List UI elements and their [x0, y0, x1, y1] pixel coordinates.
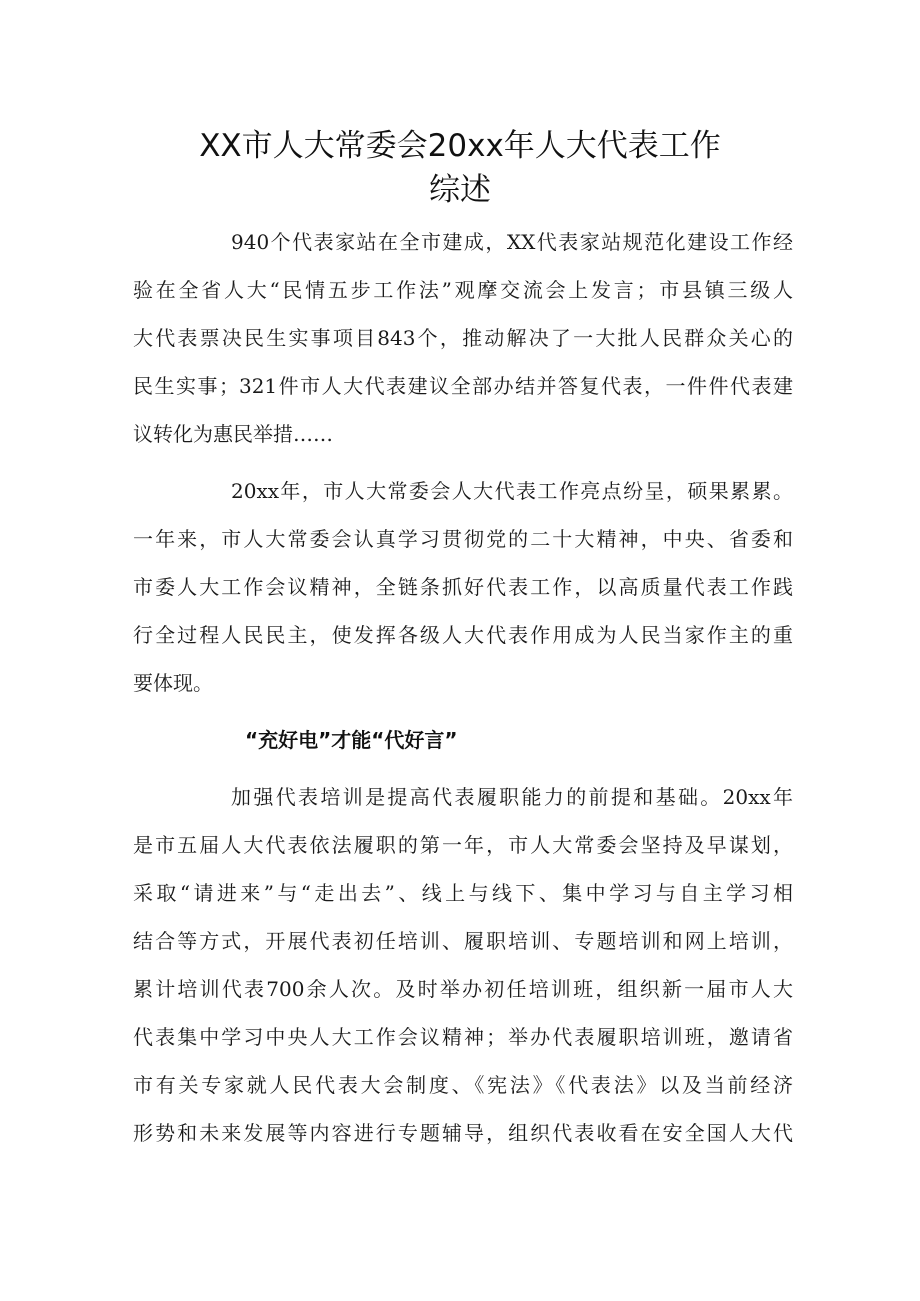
paragraph-2-line-1: 20xx年，市人大常委会人大代表工作亮点纷呈，硕果累累。	[231, 479, 793, 503]
paragraph-1-line-3: 大代表票决民生实事项目843个，推动解决了一大批人民群众关心的	[133, 326, 793, 350]
paragraph-3-line-1: 加强代表培训是提高代表履职能力的前提和基础。20xx年	[231, 785, 793, 809]
paragraph-2-line-2: 一年来，市人大常委会认真学习贯彻党的二十大精神，中央、省委和	[133, 527, 793, 551]
paragraph-2-line-4: 行全过程人民民主，使发挥各级人大代表作用成为人民当家作主的重	[133, 623, 793, 647]
paragraph-3-line-2: 是市五届人大代表依法履职的第一年，市人大常委会坚持及早谋划，	[133, 833, 793, 857]
document-title-line-1: XX市人大常委会20xx年人大代表工作	[199, 128, 721, 164]
paragraph-1-line-1: 940个代表家站在全市建成，XX代表家站规范化建设工作经	[231, 230, 793, 254]
document-title-line-2: 综述	[429, 172, 491, 208]
section-heading: “充好电”才能“代好言”	[245, 728, 458, 752]
paragraph-1-line-5: 议转化为惠民举措……	[133, 422, 333, 446]
paragraph-3-line-5: 累计培训代表700余人次。及时举办初任培训班，组织新一届市人大	[133, 977, 793, 1001]
paragraph-3-line-8: 形势和未来发展等内容进行专题辅导，组织代表收看在安全国人大代	[133, 1121, 793, 1145]
paragraph-3-line-3: 采取“请进来”与“走出去”、线上与线下、集中学习与自主学习相	[133, 881, 793, 905]
paragraph-2-line-5: 要体现。	[133, 671, 213, 695]
paragraph-1-line-4: 民生实事；321件市人大代表建议全部办结并答复代表，一件件代表建	[133, 374, 793, 398]
paragraph-3-line-4: 结合等方式，开展代表初任培训、履职培训、专题培训和网上培训，	[133, 929, 793, 953]
paragraph-1-line-2: 验在全省人大“民情五步工作法”观摩交流会上发言；市县镇三级人	[133, 278, 793, 302]
paragraph-3-line-6: 代表集中学习中央人大工作会议精神；举办代表履职培训班，邀请省	[133, 1025, 793, 1049]
paragraph-2-line-3: 市委人大工作会议精神，全链条抓好代表工作，以高质量代表工作践	[133, 575, 793, 599]
paragraph-3-line-7: 市有关专家就人民代表大会制度、《宪法》《代表法》以及当前经济	[133, 1073, 793, 1097]
